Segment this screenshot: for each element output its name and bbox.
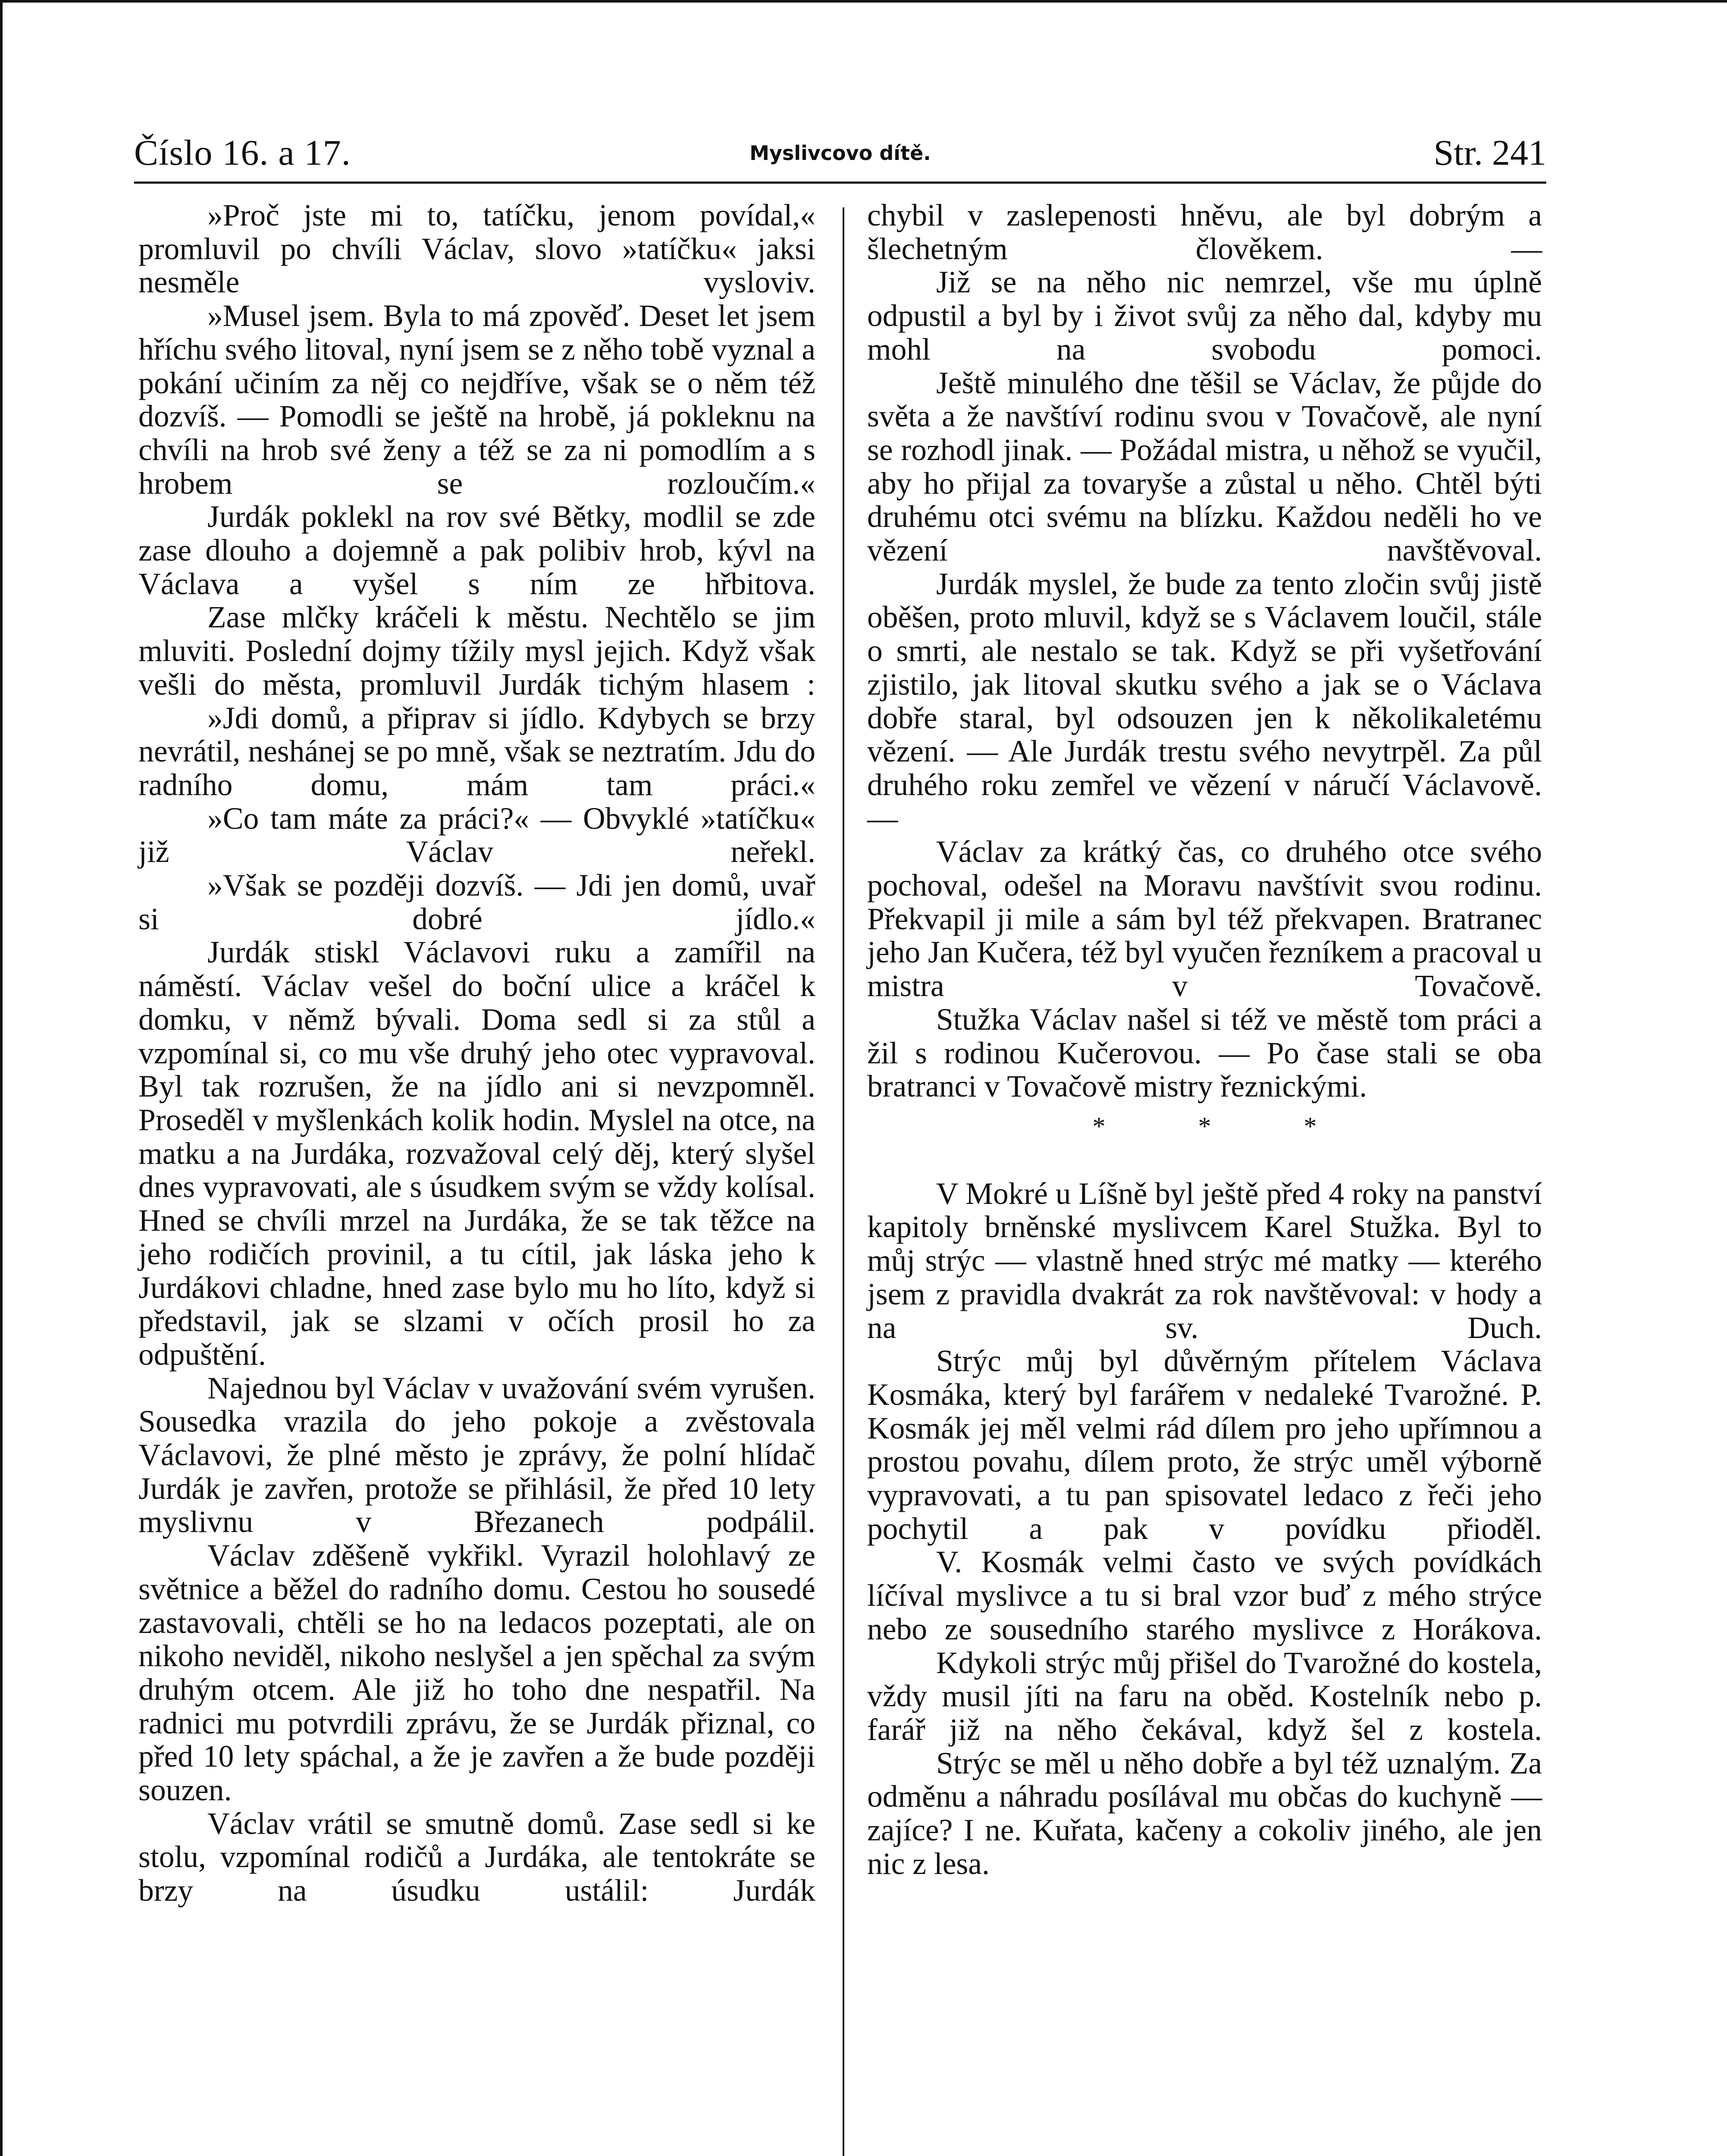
paragraph: V Mokré u Líšně byl ještě před 4 roky na panství kapitoly brněnské myslivcem Karel Stužka. Byl to můj strýc — vlastně hned strýc mé matky — kterého jsem z pravidla dvakrát za rok navštěvoval: v hody a na sv. Duch. [867, 1176, 1542, 1345]
paragraph: »Jdi domů, a připrav si jídlo. Kdybych se brzy nevrátil, neshánej se po mně, však se neztratím. Jdu do radního domu, mám tam práci.« [138, 701, 815, 802]
paragraph: Najednou byl Václav v uvažování svém vyrušen. Sousedka vrazila do jeho pokoje a zvěstovala Václavovi, že plné město je zprávy, že polní hlídač Jurdák je zavřen, protože se přihlásil, že před 10 lety myslivnu v Březanech podpálil. [138, 1371, 815, 1539]
paragraph: V. Kosmák velmi často ve svých povídkách líčíval myslivce a tu si bral vzor buď z mého strýce nebo ze sousedního starého myslivce z Horákova. [867, 1545, 1542, 1646]
section-separator: * * * [1092, 1112, 1360, 1141]
paragraph: Jurdák stiskl Václavovi ruku a zamířil na náměstí. Václav vešel do boční ulice a kráčel k domku, v němž bývali. Doma sedl si za stůl a vzpomínal si, co mu vše druhý jeho otec vypravoval. Byl tak rozrušen, že na jídlo ani si nevzpomněl. Proseděl v myšlenkách kolik hodin. Myslel na otce, na matku a na Jurdáka, rozvažoval celý děj, který slyšel dnes vypravovati, ale s úsudkem svým se vždy kolísal. Hned se chvíli mrzel na Jurdáka, že se tak těžce na jeho rodičích provinil, a tu cítil, jak láska jeho k Jurdákovi chladne, hned zase bylo mu ho líto, když si představil, jak se slzami v očích prosil ho za odpuštění. [138, 935, 815, 1372]
right-column [867, 199, 1542, 1880]
paragraph-continuation: chybil v zaslepenosti hněvu, ale byl dobrým a šlechetným člověkem. — [867, 198, 1542, 266]
running-title: Myslivcovo dítě. [749, 141, 931, 165]
paragraph: Václav zděšeně vykřikl. Vyrazil holohlavý ze světnice a běžel do radního domu. Cestou ho sousedé zastavovali, chtěli se ho na ledacos pozeptati, ale on nikoho neviděl, nikoho neslyšel a jen spěchal za svým druhým otcem. Ale již ho toho dne nespatřil. Na radnici mu potvrdili zprávu, že se Jurdák přiznal, co před 10 lety spáchal, a že je zavřen a že bude později souzen. [138, 1539, 815, 1808]
paragraph: Strýc můj byl důvěrným přítelem Václava Kosmáka, který byl farářem v nedaleké Tvarožné. P. Kosmák jej měl velmi rád dílem pro jeho upřímnou a prostou povahu, dílem proto, že strýc uměl výborně vypravovati, a tu pan spisovatel ledaco z řeči jeho pochytil a pak v povídku přioděl. [867, 1344, 1542, 1546]
left-column [138, 199, 815, 1908]
paragraph: Václav vrátil se smutně domů. Zase sedl si ke stolu, vzpomínal rodičů a Jurdáka, ale tentokráte se brzy na úsudku ustálil: Jurdák [138, 1806, 815, 1908]
paragraph: Již se na něho nic nemrzel, vše mu úplně odpustil a byl by i život svůj za něho dal, kdyby mu mohl na svobodu pomoci. [867, 265, 1542, 367]
paragraph: Kdykoli strýc můj přišel do Tvarožné do kostela, vždy musil jíti na faru na oběd. Kostelník nebo p. farář již na něho čekával, když šel z kostela. [867, 1645, 1542, 1747]
paragraph: Jurdák poklekl na rov své Bětky, modlil se zde zase dlouho a dojemně a pak polibiv hrob, kývl na Václava a vyšel s ním ze hřbitova. [138, 500, 815, 601]
paragraph: »Však se později dozvíš. — Jdi jen domů, uvař si dobré jídlo.« [138, 868, 815, 936]
issue-number: Číslo 16. a 17. [134, 133, 351, 173]
paragraph: Jurdák myslel, že bude za tento zločin svůj jistě oběšen, proto mluvil, když se s Václavem loučil, stále o smrti, ale nestalo se tak. Když se při vyšetřování zjistilo, jak litoval skutku svého a jak se o Václava dobře staral, byl odsouzen jen k několikaletému vězení. — Ale Jurdák trestu svého nevytrpěl. Za půl druhého roku zemřel ve vězení v náručí Václavově. — [867, 567, 1542, 836]
paragraph: Václav za krátký čas, co druhého otce svého pochoval, odešel na Moravu navštívit svou rodinu. Překvapil ji mile a sám byl též překvapen. Bratranec jeho Jan Kučera, též byl vyučen řezníkem a pracoval u mistra v Tovačově. [867, 835, 1542, 1003]
header-rule [134, 182, 1546, 184]
paragraph: Stužka Václav našel si též ve městě tom práci a žil s rodinou Kučerovou. — Po čase stali se oba bratranci v Tovačově mistry řeznickými. [867, 1002, 1542, 1104]
running-header [134, 132, 1546, 179]
paragraph: Strýc se měl u něho dobře a byl též uznalým. Za odměnu a náhradu posílával mu občas do kuchyně — zajíce? I ne. Kuřata, kačeny a cokoliv jiného, ale jen nic z lesa. [867, 1746, 1542, 1881]
page-number: Str. 241 [1433, 133, 1546, 173]
paragraph: Zase mlčky kráčeli k městu. Nechtělo se jim mluviti. Poslední dojmy tížily mysl jejich. Když však vešli do města, promluvil Jurdák tichým hlasem : [138, 600, 815, 702]
paragraph: »Co tam máte za práci?« — Obvyklé »tatíčku« již Václav neřekl. [138, 801, 815, 869]
column-divider [843, 207, 844, 2156]
paragraph: »Proč jste mi to, tatíčku, jenom povídal,« promluvil po chvíli Václav, slovo »tatíčku« jaksi nesměle vysloviv. [138, 198, 815, 300]
paragraph: »Musel jsem. Byla to má zpověď. Deset let jsem hříchu svého litoval, nyní jsem se z něho tobě vyznal a pokání učiním za něj co nejdříve, však se o něm též dozvíš. — Pomodli se ještě na hrobě, já pokleknu na chvíli na hrob své ženy a též se za ni pomodlím a s hrobem se rozloučím.« [138, 299, 815, 501]
paragraph: Ještě minulého dne těšil se Václav, že půjde do světa a že navštíví rodinu svou v Tovačově, ale nyní se rozhodl jinak. — Požádal mistra, u něhož se vyučil, aby ho přijal za tovaryše a zůstal u něho. Chtěl býti druhému otci svému na blízku. Každou neděli ho ve vězení navštěvoval. [867, 366, 1542, 568]
